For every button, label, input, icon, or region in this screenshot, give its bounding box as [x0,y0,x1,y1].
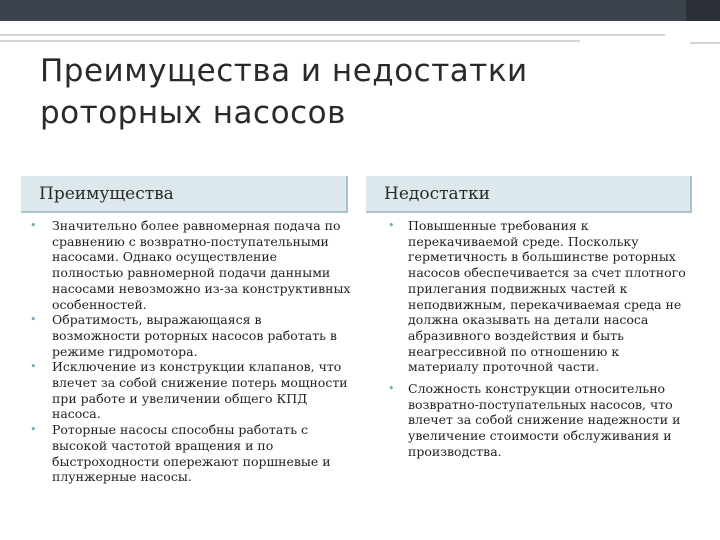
list-item [30,422,352,485]
slide-title-line-1: Преимущества и недостатки [40,53,528,89]
top-decor-bar [0,0,720,21]
disadvantages-header: Недостатки [366,176,692,213]
bullet-icon: • [388,382,395,396]
list-item [30,218,352,312]
decor-line [0,34,665,36]
advantages-list [30,218,352,485]
slide-title-line-2: роторных насосов [40,95,346,131]
list-item [388,381,690,460]
decor-line [0,40,580,42]
bullet-icon: • [388,219,395,232]
advantage-text: Обратимость, выражающаяся в возможности роторных насосов работать в режиме гидромотора. [52,312,337,359]
list-item [30,312,352,359]
bullet-icon: • [30,360,37,374]
advantages-header: Преимущества [21,176,348,213]
bullet-icon: • [30,423,37,437]
disadvantages-list [388,218,690,466]
disadvantage-text: Сложность конструкции относительно возвратно-поступательных насосов, что влечет за собой снижение надежности и увеличение стоимости обслуживания и производства. [408,381,681,459]
decor-line [690,42,720,44]
bullet-icon: • [30,219,37,232]
disadvantage-text: Повышенные требования к перекачиваемой среде. Поскольку герметичность в большинстве роторных насосов обеспечивается за счет плотного прилегания подвижных частей к неподвижным, перекачиваемая среда не должна оказывать на детали насоса абразивного воздействия и быть неагрессивной по отношению к материалу проточной части. [408,218,686,375]
top-decor-bar-end [686,0,720,21]
bullet-icon: • [30,313,37,327]
list-item [388,218,690,375]
slide-title [40,50,680,134]
advantage-text: Исключение из конструкции клапанов, что влечет за собой снижение потерь мощности при работе и увеличении общего КПД насоса. [52,359,348,422]
list-item [30,359,352,422]
advantage-text: Роторные насосы способны работать с высокой частотой вращения и по быстроходности опережают поршневые и плунжерные насосы. [52,422,331,485]
advantage-text: Значительно более равномерная подача по сравнению с возвратно-поступательными насосами. Однако осуществление полностью равномерной подачи данными насосами невозможно из-за конструктивных особенностей. [52,218,351,312]
